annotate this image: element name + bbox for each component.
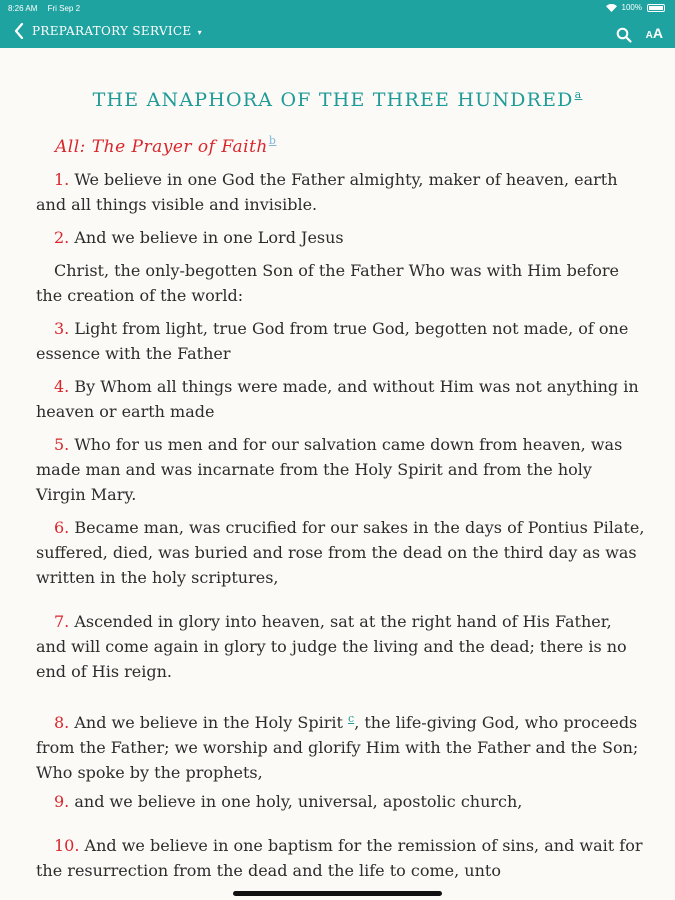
status-time: 8:26 AM (8, 4, 38, 13)
home-indicator[interactable] (233, 891, 442, 896)
battery-icon (647, 4, 665, 12)
status-date: Fri Sep 2 (47, 4, 81, 13)
verse-text: , the life-giving God, who proceeds from the Father; we worship and glorify Him with the Father and the Son; Who spoke by the prophets, (36, 713, 639, 782)
prayer-heading (55, 134, 276, 157)
verse-number: 4. (54, 377, 70, 396)
chevron-down-icon: ▾ (197, 28, 202, 37)
font-size-small-glyph: A (645, 30, 653, 41)
verse (36, 789, 646, 814)
verse (36, 432, 646, 507)
footnote-link-c[interactable]: c (348, 712, 355, 725)
verse-text: And we believe in one Lord Jesus (69, 228, 344, 247)
page-title-text: THE ANAPHORA OF THE THREE HUNDRED (92, 89, 574, 111)
verse (36, 833, 646, 883)
section-title-dropdown[interactable] (32, 24, 202, 38)
verse-number: 1. (54, 170, 70, 189)
verse-number: 7. (54, 612, 70, 631)
footnote-link-a[interactable]: a (574, 88, 583, 101)
verse-number: 3. (54, 319, 70, 338)
verse (36, 225, 646, 250)
verse (36, 167, 646, 217)
verse-number: 2. (54, 228, 70, 247)
verse (36, 374, 646, 424)
verse-number: 9. (54, 792, 70, 811)
font-size-large-glyph: A (652, 25, 663, 41)
chevron-left-icon (14, 23, 24, 39)
section-title: PREPARATORY SERVICE (32, 24, 192, 38)
verse (36, 609, 646, 684)
nav-bar (0, 18, 675, 48)
verse (36, 515, 646, 590)
status-right (606, 3, 665, 12)
status-bar (0, 0, 675, 18)
verse (36, 316, 646, 366)
footnote-link-b[interactable]: b (268, 134, 277, 147)
verse-text: We believe in one God the Father almighty, maker of heaven, earth and all things visible and invisible. (36, 170, 618, 214)
reading-content[interactable] (0, 48, 675, 900)
verse-text: Ascended in glory into heaven, sat at the right hand of His Father, and will come again in glory to judge the living and the dead; there is no end of His reign. (36, 612, 627, 681)
verse (36, 258, 646, 308)
verse-number: 6. (54, 518, 70, 537)
wifi-icon (606, 4, 617, 12)
status-left (8, 4, 88, 13)
verse (36, 706, 646, 785)
verse-text: And we believe in the Holy Spirit (69, 713, 349, 732)
verse-text: Who for us men and for our salvation came down from heaven, was made man and was incarnate from the Holy Spirit and from the holy Virgin Mary. (36, 435, 623, 504)
back-button[interactable] (14, 23, 202, 39)
search-icon[interactable] (616, 27, 632, 43)
page-title (0, 88, 675, 111)
verse-number: 10. (54, 836, 80, 855)
verse-text: Christ, the only-begotten Son of the Father Who was with Him before the creation of the world: (36, 261, 619, 305)
verse-text: Became man, was crucified for our sakes in the days of Pontius Pilate, suffered, died, was buried and rose from the dead on the third day as was written in the holy scriptures, (36, 518, 645, 587)
verse-number: 8. (54, 713, 70, 732)
font-size-button[interactable] (646, 23, 663, 46)
verse-text: Light from light, true God from true God, begotten not made, of one essence with the Father (36, 319, 629, 363)
nav-actions (616, 23, 663, 46)
prayer-heading-text: All: The Prayer of Faith (55, 137, 268, 157)
verse-text: By Whom all things were made, and without Him was not anything in heaven or earth made (36, 377, 639, 421)
verse-text: and we believe in one holy, universal, apostolic church, (69, 792, 523, 811)
verse-text: And we believe in one baptism for the remission of sins, and wait for the resurrection from the dead and the life to come, unto (36, 836, 643, 880)
verse-number: 5. (54, 435, 70, 454)
battery-percent: 100% (621, 3, 642, 12)
